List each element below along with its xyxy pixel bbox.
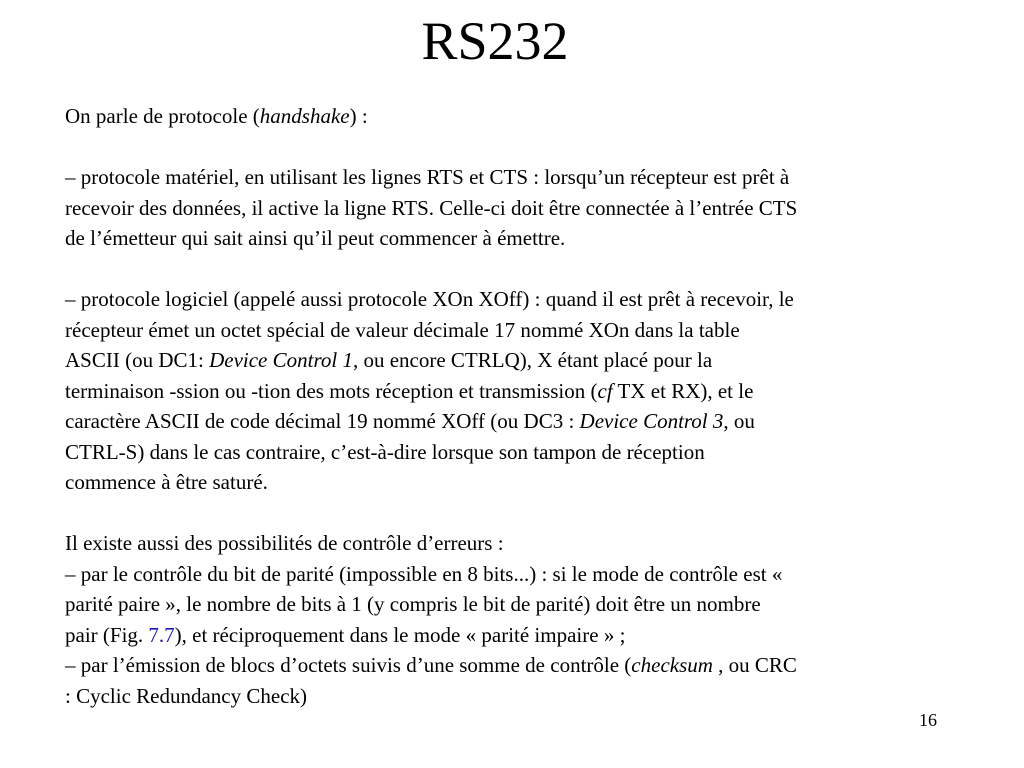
dc1-term: Device Control 1 (209, 348, 353, 372)
hardware-line-3: de l’émetteur qui sait ainsi qu’il peut commencer à émettre. (65, 226, 566, 250)
software-line-5: caractère ASCII de code décimal 19 nommé XOff (ou DC3 : Device Control 3, ou (65, 409, 755, 433)
software-line-3: ASCII (ou DC1: Device Control 1, ou encore CTRLQ), X étant placé pour la (65, 348, 713, 372)
errors-line-6: : Cyclic Redundancy Check) (65, 683, 308, 708)
errors-line-1: Il existe aussi des possibilités de contrôle d’erreurs : (65, 531, 504, 555)
errors-line-4: pair (Fig. 7.7), et réciproquement dans le mode « parité impaire » ; (65, 622, 626, 647)
figure-link[interactable]: 7.7 (148, 622, 175, 647)
checksum-term: checksum (631, 653, 713, 677)
hardware-line-1: – protocole matériel, en utilisant les lignes RTS et CTS : lorsqu’un récepteur est prêt à (65, 165, 790, 189)
cf-term: cf (597, 378, 613, 403)
software-line-7: commence à être saturé. (65, 470, 268, 494)
dc3-term: Device Control 3 (579, 409, 724, 433)
handshake-term: handshake (259, 104, 350, 128)
intro-line: On parle de protocole (handshake) : (65, 104, 368, 128)
hardware-line-2: recevoir des données, il active la ligne RTS. Celle-ci doit être connectée à l’entrée CTS (65, 195, 798, 220)
slide-title: RS232 (421, 11, 569, 71)
errors-line-5: – par l’émission de blocs d’octets suivis d’une somme de contrôle (checksum , ou CRC (65, 653, 797, 677)
slide-body (65, 101, 965, 711)
software-line-6: CTRL-S) dans le cas contraire, c’est-à-dire lorsque son tampon de réception (65, 439, 705, 464)
errors-line-3: parité paire », le nombre de bits à 1 (y compris le bit de parité) doit être un nombre (65, 592, 761, 616)
software-line-1: – protocole logiciel (appelé aussi protocole XOn XOff) : quand il est prêt à recevoir, le (65, 287, 794, 311)
software-line-4: terminaison -ssion ou -tion des mots réception et transmission (cf TX et RX), et le (65, 378, 754, 403)
page-number: 16 (919, 710, 937, 730)
errors-line-2: – par le contrôle du bit de parité (impossible en 8 bits...) : si le mode de contrôle est « (65, 561, 783, 586)
software-line-2: récepteur émet un octet spécial de valeur décimale 17 nommé XOn dans la table (65, 317, 740, 342)
